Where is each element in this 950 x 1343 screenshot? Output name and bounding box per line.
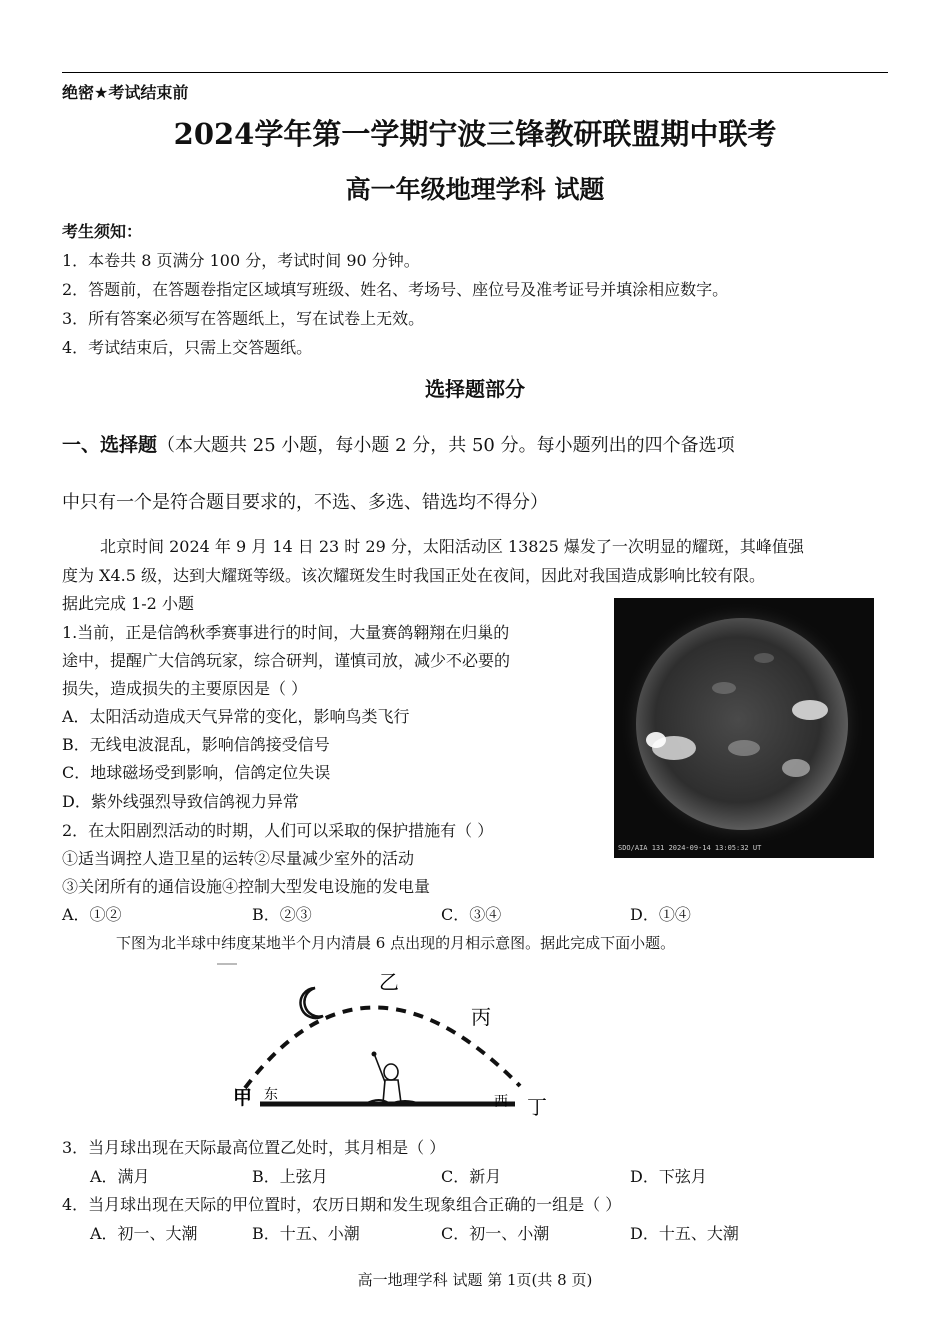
section-title: 选择题部分 <box>425 377 525 401</box>
top-rule <box>62 72 888 73</box>
q1-stem-line: 1.当前，正是信鸽秋季赛事进行的时间，大量赛鸽翱翔在归巢的 <box>62 623 510 642</box>
q2-stem: 2．在太阳剧烈活动的时期，人们可以采取的保护措施有（ ） <box>62 821 494 840</box>
image-caption: SDO/AIA 131 2024-09-14 13:05:32 UT <box>618 844 762 852</box>
confidential-label: 绝密★考试结束前 <box>62 83 189 102</box>
q2-item-line: ③关闭所有的通信设施④控制大型发电设施的发电量 <box>62 877 431 896</box>
crescent-moon-icon <box>301 988 323 1018</box>
q3-option-b: B．上弦月 <box>252 1167 328 1186</box>
label-yi: 乙 <box>379 970 399 994</box>
exam-title: 2024学年第一学期宁波三锋教研联盟期中联考 <box>173 117 777 151</box>
q2-item-line: ①适当调控人造卫星的运转②尽量减少室外的活动 <box>62 849 415 868</box>
person-figure <box>372 1052 402 1104</box>
label-west: 西 <box>494 1094 508 1110</box>
q3-option-a: A．满月 <box>90 1167 150 1186</box>
q1-stem-line: 途中，提醒广大信鸽玩家，综合研判，谨慎司放，减少不必要的 <box>62 651 511 670</box>
notice-heading: 考生须知： <box>62 222 143 241</box>
q4-option-d: D．十五、大潮 <box>630 1224 739 1243</box>
sun-image <box>614 598 874 858</box>
q1-option-b: B．无线电波混乱，影响信鸽接受信号 <box>62 735 330 754</box>
q2-option-b: B．②③ <box>252 905 312 924</box>
label-bing: 丙 <box>471 1005 491 1029</box>
label-jia: 甲 <box>233 1087 253 1109</box>
q1-option-c: C．地球磁场受到影响，信鸽定位失误 <box>62 763 331 782</box>
passage2: 下图为北半球中纬度某地半个月内清晨 6 点出现的月相示意图。据此完成下面小题。 <box>116 934 676 952</box>
q4-option-a: A．初一、大潮 <box>90 1224 198 1243</box>
q1-option-d: D．紫外线强烈导致信鸽视力异常 <box>62 792 299 811</box>
q4-option-b: B．十五、小潮 <box>252 1224 360 1243</box>
notice-item: 1．本卷共 8 页满分 100 分，考试时间 90 分钟。 <box>62 251 420 270</box>
q2-option-a: A．①② <box>62 905 122 924</box>
notice-item: 2．答题前，在答题卷指定区域填写班级、姓名、考场号、座位号及准考证号并填涂相应数字。 <box>62 280 729 299</box>
moon-phase-diagram <box>215 958 555 1128</box>
q2-option-d: D．①④ <box>630 905 691 924</box>
part-desc-2: 中只有一个是符合题目要求的，不选、多选、错选均不得分） <box>62 492 548 513</box>
part-desc-1: （本大题共 25 小题，每小题 2 分，共 50 分。每小题列出的四个备选项 <box>157 435 735 456</box>
passage1-line: 北京时间 2024 年 9 月 14 日 23 时 29 分，太阳活动区 13825 爆发了一次明显的耀斑，其峰值强 <box>100 537 804 556</box>
page-footer: 高一地理学科 试题 第 1页(共 8 页) <box>357 1271 593 1289</box>
q4-stem: 4．当月球出现在天际的甲位置时，农历日期和发生现象组合正确的一组是（ ） <box>62 1195 622 1214</box>
passage1-line: 据此完成 1-2 小题 <box>62 594 194 613</box>
label-east: 东 <box>264 1087 278 1103</box>
notice-item: 3．所有答案必须写在答题纸上，写在试卷上无效。 <box>62 309 425 328</box>
exam-subtitle: 高一年级地理学科 试题 <box>345 175 605 204</box>
q1-stem-line: 损失，造成损失的主要原因是（ ） <box>62 679 308 698</box>
q1-option-a: A．太阳活动造成天气异常的变化，影响鸟类飞行 <box>62 707 410 726</box>
q2-option-c: C．③④ <box>441 905 502 924</box>
sun-illustration <box>614 598 874 858</box>
passage1-line: 度为 X4.5 级，达到大耀斑等级。该次耀斑发生时我国正处在夜间，因此对我国造成影响比较有限。 <box>62 566 766 585</box>
q3-stem: 3．当月球出现在天际最高位置乙处时，其月相是（ ） <box>62 1138 446 1157</box>
label-ding: 丁 <box>527 1095 547 1119</box>
q3-option-c: C．新月 <box>441 1167 502 1186</box>
notice-item: 4．考试结束后，只需上交答题纸。 <box>62 338 313 357</box>
part-heading <box>62 430 735 457</box>
q4-option-c: C．初一、小潮 <box>441 1224 550 1243</box>
q3-option-d: D．下弦月 <box>630 1167 707 1186</box>
part-label: 一、选择题 <box>62 434 158 456</box>
